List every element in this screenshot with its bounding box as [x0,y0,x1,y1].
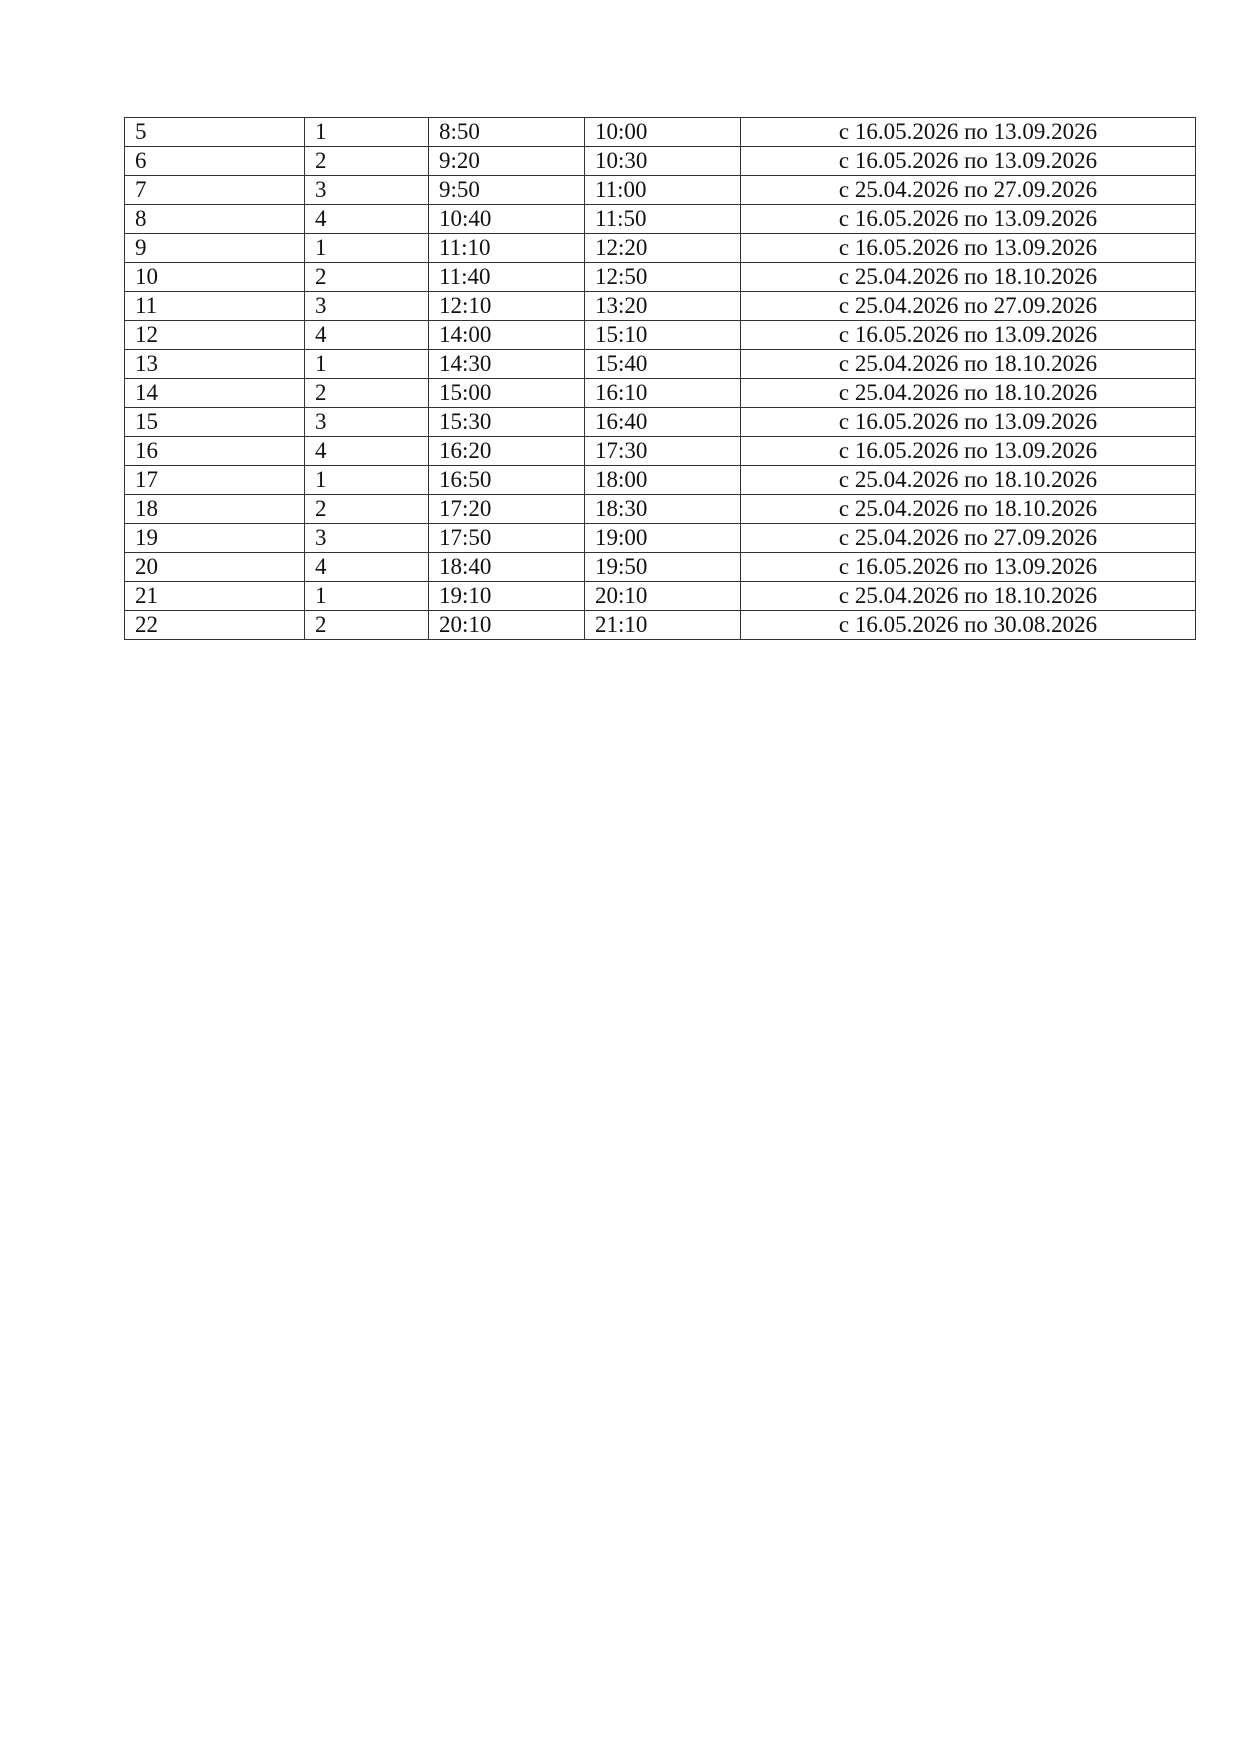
vessel-number-cell: 4 [305,437,429,466]
trip-number-cell: 15 [125,408,305,437]
operating-period-cell: с 16.05.2026 по 13.09.2026 [741,118,1196,147]
arrival-time-cell: 11:50 [585,205,741,234]
trip-number-cell: 21 [125,582,305,611]
schedule-table-body [125,118,1196,640]
arrival-time-cell: 19:00 [585,524,741,553]
arrival-time-cell: 12:20 [585,234,741,263]
operating-period-cell: с 25.04.2026 по 18.10.2026 [741,466,1196,495]
departure-time-cell: 11:40 [429,263,585,292]
table-row [125,553,1196,582]
vessel-number-cell: 3 [305,408,429,437]
table-row [125,350,1196,379]
arrival-time-cell: 18:00 [585,466,741,495]
departure-time-cell: 9:20 [429,147,585,176]
operating-period-cell: с 25.04.2026 по 18.10.2026 [741,495,1196,524]
table-row [125,234,1196,263]
trip-number-cell: 7 [125,176,305,205]
departure-time-cell: 15:30 [429,408,585,437]
departure-time-cell: 19:10 [429,582,585,611]
table-row [125,611,1196,640]
operating-period-cell: с 25.04.2026 по 27.09.2026 [741,524,1196,553]
arrival-time-cell: 17:30 [585,437,741,466]
departure-time-cell: 18:40 [429,553,585,582]
operating-period-cell: с 25.04.2026 по 18.10.2026 [741,379,1196,408]
vessel-number-cell: 1 [305,350,429,379]
departure-time-cell: 9:50 [429,176,585,205]
operating-period-cell: с 25.04.2026 по 27.09.2026 [741,292,1196,321]
table-row [125,437,1196,466]
arrival-time-cell: 15:10 [585,321,741,350]
table-row [125,205,1196,234]
table-row [125,495,1196,524]
vessel-number-cell: 1 [305,466,429,495]
operating-period-cell: с 16.05.2026 по 13.09.2026 [741,321,1196,350]
departure-time-cell: 17:50 [429,524,585,553]
arrival-time-cell: 20:10 [585,582,741,611]
departure-time-cell: 14:30 [429,350,585,379]
arrival-time-cell: 12:50 [585,263,741,292]
table-row [125,176,1196,205]
departure-time-cell: 12:10 [429,292,585,321]
table-row [125,466,1196,495]
vessel-number-cell: 2 [305,611,429,640]
vessel-number-cell: 4 [305,321,429,350]
arrival-time-cell: 18:30 [585,495,741,524]
trip-number-cell: 17 [125,466,305,495]
vessel-number-cell: 4 [305,205,429,234]
arrival-time-cell: 19:50 [585,553,741,582]
departure-time-cell: 20:10 [429,611,585,640]
operating-period-cell: с 25.04.2026 по 27.09.2026 [741,176,1196,205]
operating-period-cell: с 16.05.2026 по 13.09.2026 [741,205,1196,234]
trip-number-cell: 5 [125,118,305,147]
departure-time-cell: 10:40 [429,205,585,234]
operating-period-cell: с 25.04.2026 по 18.10.2026 [741,582,1196,611]
operating-period-cell: с 25.04.2026 по 18.10.2026 [741,263,1196,292]
table-row [125,408,1196,437]
table-row [125,292,1196,321]
departure-time-cell: 8:50 [429,118,585,147]
arrival-time-cell: 13:20 [585,292,741,321]
vessel-number-cell: 3 [305,524,429,553]
trip-number-cell: 6 [125,147,305,176]
vessel-number-cell: 3 [305,176,429,205]
table-row [125,582,1196,611]
table-row [125,147,1196,176]
operating-period-cell: с 16.05.2026 по 13.09.2026 [741,553,1196,582]
trip-number-cell: 18 [125,495,305,524]
table-row [125,321,1196,350]
vessel-number-cell: 2 [305,495,429,524]
arrival-time-cell: 10:00 [585,118,741,147]
trip-number-cell: 10 [125,263,305,292]
trip-number-cell: 12 [125,321,305,350]
departure-time-cell: 16:50 [429,466,585,495]
vessel-number-cell: 1 [305,234,429,263]
departure-time-cell: 17:20 [429,495,585,524]
departure-time-cell: 14:00 [429,321,585,350]
arrival-time-cell: 16:10 [585,379,741,408]
trip-number-cell: 9 [125,234,305,263]
arrival-time-cell: 10:30 [585,147,741,176]
table-row [125,118,1196,147]
schedule-table [124,117,1196,640]
vessel-number-cell: 1 [305,118,429,147]
arrival-time-cell: 16:40 [585,408,741,437]
operating-period-cell: с 16.05.2026 по 13.09.2026 [741,437,1196,466]
trip-number-cell: 11 [125,292,305,321]
arrival-time-cell: 21:10 [585,611,741,640]
operating-period-cell: с 16.05.2026 по 13.09.2026 [741,147,1196,176]
departure-time-cell: 15:00 [429,379,585,408]
vessel-number-cell: 2 [305,263,429,292]
table-row [125,379,1196,408]
vessel-number-cell: 4 [305,553,429,582]
vessel-number-cell: 1 [305,582,429,611]
trip-number-cell: 19 [125,524,305,553]
trip-number-cell: 16 [125,437,305,466]
trip-number-cell: 22 [125,611,305,640]
arrival-time-cell: 15:40 [585,350,741,379]
operating-period-cell: с 16.05.2026 по 13.09.2026 [741,408,1196,437]
departure-time-cell: 11:10 [429,234,585,263]
operating-period-cell: с 25.04.2026 по 18.10.2026 [741,350,1196,379]
operating-period-cell: с 16.05.2026 по 30.08.2026 [741,611,1196,640]
vessel-number-cell: 2 [305,379,429,408]
trip-number-cell: 14 [125,379,305,408]
operating-period-cell: с 16.05.2026 по 13.09.2026 [741,234,1196,263]
departure-time-cell: 16:20 [429,437,585,466]
trip-number-cell: 8 [125,205,305,234]
trip-number-cell: 20 [125,553,305,582]
arrival-time-cell: 11:00 [585,176,741,205]
vessel-number-cell: 2 [305,147,429,176]
table-row [125,263,1196,292]
vessel-number-cell: 3 [305,292,429,321]
trip-number-cell: 13 [125,350,305,379]
table-row [125,524,1196,553]
